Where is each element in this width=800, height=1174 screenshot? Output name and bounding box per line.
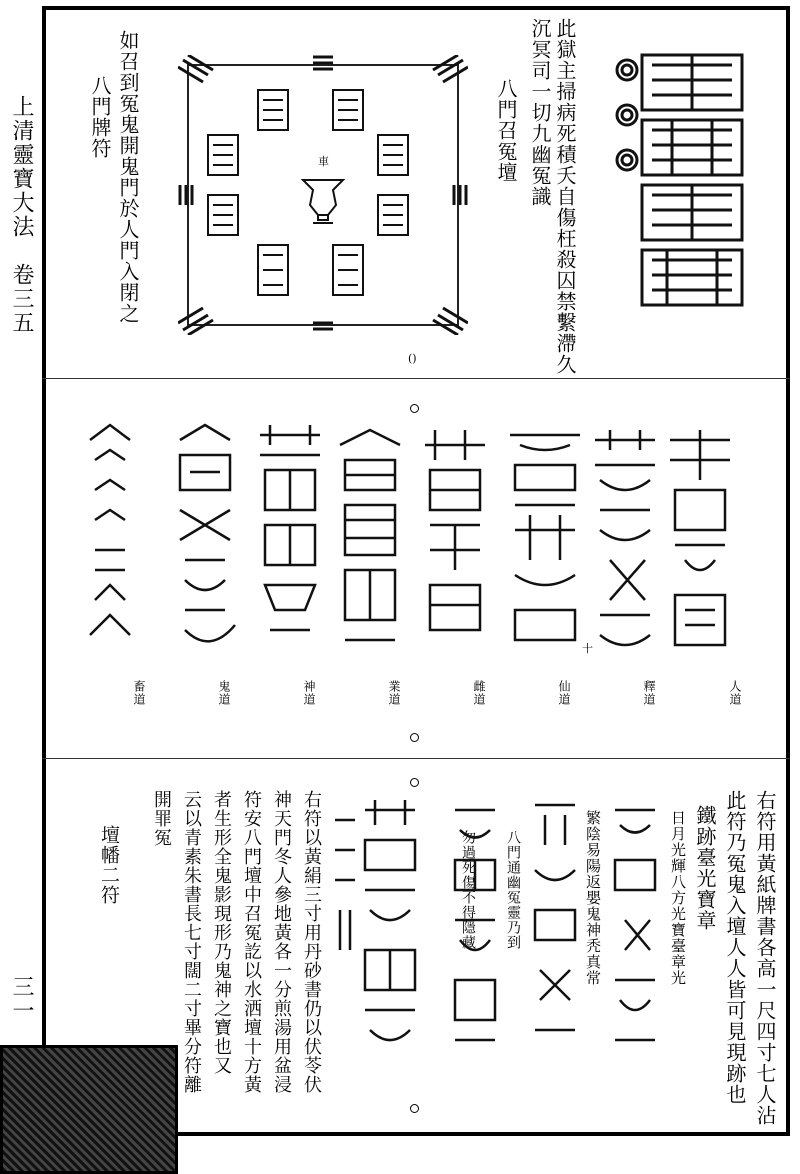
talisman-label-buddhist: 釋道 [642, 680, 656, 706]
talisman-spirit-path [260, 425, 320, 630]
talisman-ghost-path [180, 425, 235, 641]
talisman-female-path [425, 430, 485, 630]
seal-talisman [612, 45, 752, 325]
talisman-gloss: 八門通幽冤靈乃到 [505, 830, 521, 950]
binding-hole [410, 733, 419, 742]
talisman-label-animal: 畜道 [132, 680, 146, 706]
talisman-label-ghost: 鬼道 [217, 680, 231, 706]
talisman-karma-path [340, 430, 400, 640]
talisman-gloss: 繁陰易陽返嬰鬼神秃真常 [584, 810, 602, 986]
text-column: 沉冥司一切九幽冤識 [528, 18, 552, 207]
text-column: 右符以黃絹三寸用丹砂書仍以伏苓伏 [301, 790, 322, 1094]
text-column: 右符用黃紙牌書各高一尺四寸七人沾 [753, 790, 777, 1126]
bagua-diagram [178, 55, 468, 335]
section-heading: 鐵跡臺光寶章 [693, 805, 717, 931]
talisman-label-spirit: 神道 [302, 680, 316, 706]
section-heading: 八門牌符 [88, 75, 112, 159]
talisman-buddhist-path [595, 430, 655, 645]
text-column: 云以青素朱書長七寸闊二寸畢分符離 [181, 790, 202, 1094]
text-column: 者生形全鬼影現形乃鬼神之寶也又 [211, 790, 232, 1075]
gate-glyphs [208, 90, 408, 295]
binding-hole [410, 1104, 419, 1113]
binding-hole [410, 404, 419, 413]
central-vase [303, 180, 343, 223]
talisman-human-path [670, 430, 730, 645]
binding-hole [410, 778, 419, 787]
talisman-label-karma: 業道 [387, 680, 401, 706]
library-stamp [0, 1045, 178, 1174]
text-column: 此符乃冤鬼入壇人人皆可見現跡也 [723, 790, 747, 1105]
center-label: 車 [318, 155, 329, 168]
page-number: 三一 [9, 975, 34, 1023]
talisman-animal-path [90, 425, 130, 635]
text-column: 開罪冤 [151, 790, 172, 847]
panel-mark: () [408, 352, 417, 365]
talisman-row [70, 420, 770, 680]
book-title: 上清靈寶大法 卷三五 [9, 95, 34, 335]
text-column: 此獄主掃病死積夭自傷枉殺囚禁繫滯久 [553, 18, 577, 375]
talisman-gloss: 勿過死傷不得隱藏 [460, 830, 476, 950]
seal-talisman-glyph [612, 45, 752, 325]
text-column: 如召到冤鬼開鬼門於人門入閉之 [116, 30, 140, 324]
talisman-immortal-path [510, 435, 580, 640]
section-heading: 壇幡二符 [98, 825, 120, 905]
panel-divider [42, 758, 790, 759]
talisman-label-human: 人道 [728, 680, 742, 706]
talisman-label-female: 雌道 [472, 680, 486, 706]
text-column: 神天門冬人參地黃各一分煎湯用盆浸 [271, 790, 292, 1094]
section-heading: 八門召冤壇 [494, 78, 518, 183]
small-note: 十 [582, 642, 593, 655]
talisman-gloss: 日月光輝八方光寶臺章光 [669, 810, 687, 986]
text-column: 符安八門壇中召冤訖以水洒壇十方黃 [241, 790, 262, 1094]
talisman-label-immortal: 仙道 [557, 680, 571, 706]
panel-divider [42, 378, 790, 379]
seal-script-block [335, 790, 680, 1090]
